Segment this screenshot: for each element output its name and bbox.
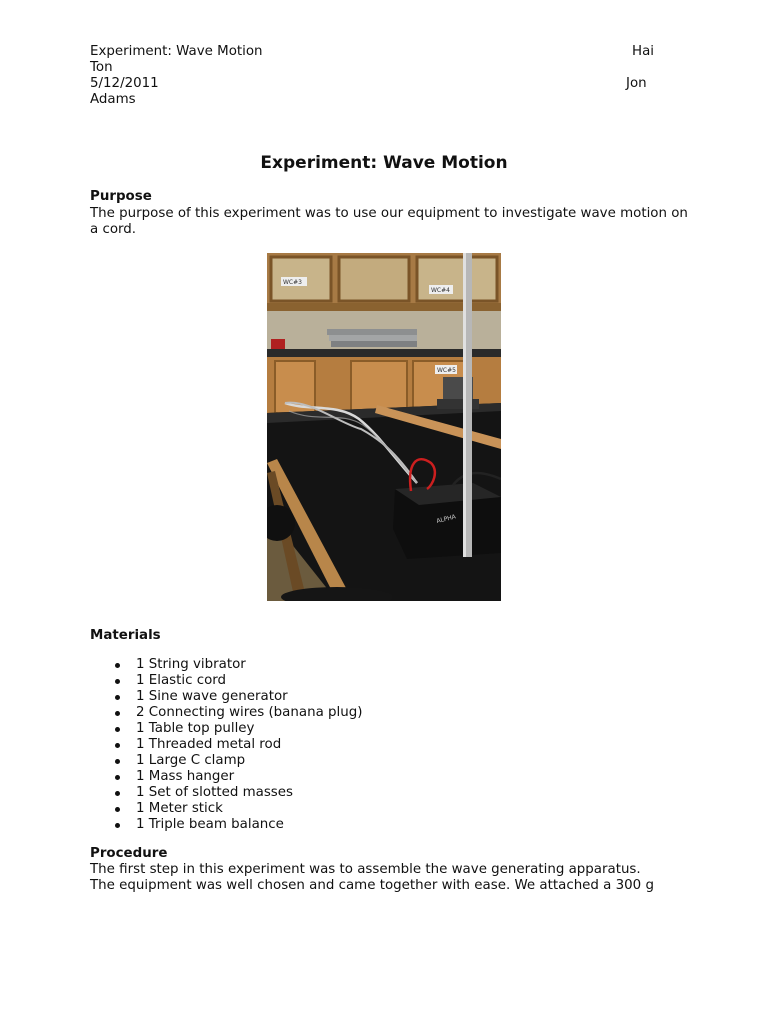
- header-author-last-name: Ton: [90, 60, 113, 75]
- header-date: 5/12/2011: [90, 76, 159, 91]
- materials-list: [90, 657, 362, 833]
- procedure-text-line-2: The equipment was well chosen and came together with ease. We attached a 300 g: [90, 878, 654, 893]
- bullet-icon: [115, 743, 120, 748]
- procedure-heading: Procedure: [90, 846, 168, 861]
- header-partner-last-name: Adams: [90, 92, 136, 107]
- header-author-first-name: Hai: [632, 44, 654, 59]
- materials-heading: Materials: [90, 628, 161, 643]
- list-item: 1 Large C clamp: [90, 753, 362, 769]
- list-item: 1 Meter stick: [90, 801, 362, 817]
- list-item: 1 Triple beam balance: [90, 817, 362, 833]
- list-item: 1 Threaded metal rod: [90, 737, 362, 753]
- apparatus-photo: [267, 253, 501, 601]
- list-item: 1 Set of slotted masses: [90, 785, 362, 801]
- photo-sign-1: WC#3: [283, 279, 302, 286]
- procedure-text-line-1: The first step in this experiment was to assemble the wave generating apparatus.: [90, 862, 641, 877]
- bullet-icon: [115, 807, 120, 812]
- device-label: ALPHA: [435, 513, 457, 525]
- list-item: 1 Sine wave generator: [90, 689, 362, 705]
- purpose-text: The purpose of this experiment was to use our equipment to investigate wave motion on a cord.: [90, 206, 688, 237]
- bullet-icon: [115, 679, 120, 684]
- bullet-icon: [115, 727, 120, 732]
- page-title: Experiment: Wave Motion: [260, 153, 508, 173]
- bullet-icon: [115, 775, 120, 780]
- list-item: 1 Mass hanger: [90, 769, 362, 785]
- bullet-icon: [115, 791, 120, 796]
- photo-sign-3: WC#5: [437, 367, 456, 374]
- bullet-icon: [115, 663, 120, 668]
- photo-sign-2: WC#4: [431, 287, 450, 294]
- header-partner-first-name: Jon: [626, 76, 647, 91]
- bullet-icon: [115, 695, 120, 700]
- bullet-icon: [115, 711, 120, 716]
- list-item: 1 Elastic cord: [90, 673, 362, 689]
- list-item: 1 String vibrator: [90, 657, 362, 673]
- header-experiment-name: Experiment: Wave Motion: [90, 44, 263, 59]
- list-item: 2 Connecting wires (banana plug): [90, 705, 362, 721]
- purpose-heading: Purpose: [90, 189, 152, 204]
- list-item: 1 Table top pulley: [90, 721, 362, 737]
- bullet-icon: [115, 759, 120, 764]
- bullet-icon: [115, 823, 120, 828]
- apparatus-photo-image: [267, 253, 501, 601]
